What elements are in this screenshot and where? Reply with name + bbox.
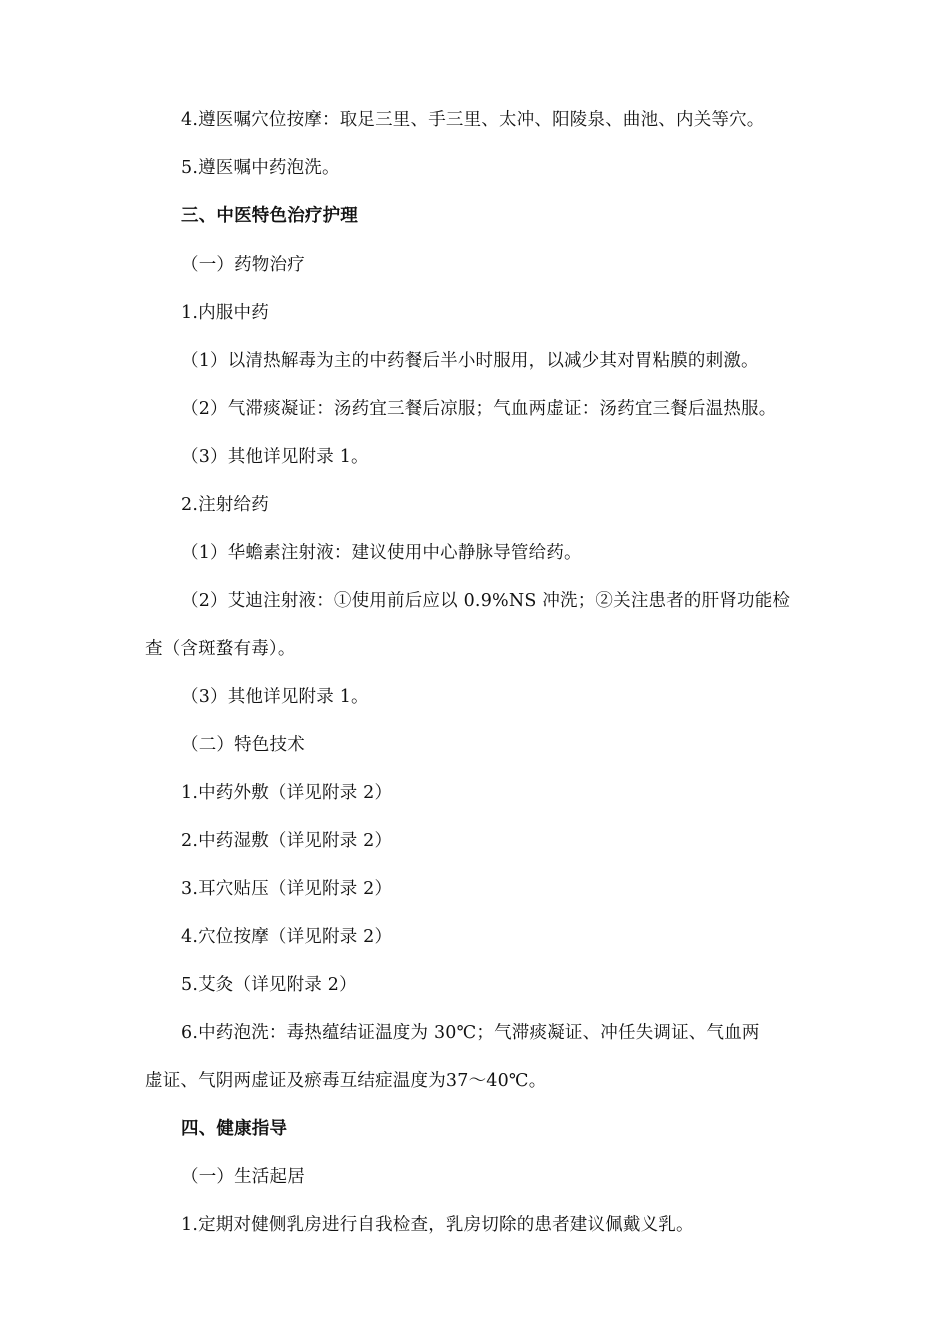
item-injection-3: （3）其他详见附录 1。 bbox=[181, 687, 369, 707]
subsection-daily-living: （一）生活起居 bbox=[181, 1167, 305, 1187]
technique-external-apply: 1.中药外敷（详见附录 2） bbox=[181, 783, 393, 803]
paragraph-herbal-soak: 5.遵医嘱中药泡洗。 bbox=[181, 158, 340, 178]
item-injection: 2.注射给药 bbox=[181, 495, 269, 515]
section-heading-health-guidance: 四、健康指导 bbox=[181, 1119, 288, 1139]
technique-herbal-soak: 6.中药泡洗：毒热蕴结证温度为 30℃；气滞痰凝证、冲任失调证、气血两 bbox=[181, 1023, 760, 1043]
item-oral-2: （2）气滞痰凝证：汤药宜三餐后凉服；气血两虚证：汤药宜三餐后温热服。 bbox=[181, 399, 777, 419]
item-self-exam: 1.定期对健侧乳房进行自我检查，乳房切除的患者建议佩戴义乳。 bbox=[181, 1215, 694, 1235]
item-oral-medicine: 1.内服中药 bbox=[181, 303, 269, 323]
item-injection-1: （1）华蟾素注射液：建议使用中心静脉导管给药。 bbox=[181, 543, 582, 563]
paragraph-massage: 4.遵医嘱穴位按摩：取足三里、手三里、太冲、阳陵泉、曲池、内关等穴。 bbox=[181, 110, 765, 130]
technique-herbal-soak-cont: 虚证、气阴两虚证及瘀毒互结症温度为37～40℃。 bbox=[145, 1071, 547, 1091]
subsection-special-techniques: （二）特色技术 bbox=[181, 735, 305, 755]
technique-wet-compress: 2.中药湿敷（详见附录 2） bbox=[181, 831, 393, 851]
subsection-drug-therapy: （一）药物治疗 bbox=[181, 255, 305, 275]
technique-acupoint-massage: 4.穴位按摩（详见附录 2） bbox=[181, 927, 393, 947]
technique-moxibustion: 5.艾灸（详见附录 2） bbox=[181, 975, 357, 995]
item-oral-1: （1）以清热解毒为主的中药餐后半小时服用，以减少其对胃粘膜的刺激。 bbox=[181, 351, 759, 371]
section-heading-tcm-treatment: 三、中医特色治疗护理 bbox=[181, 206, 358, 226]
technique-ear-acupressure: 3.耳穴贴压（详见附录 2） bbox=[181, 879, 393, 899]
item-injection-2-cont: 查（含斑蝥有毒）。 bbox=[145, 639, 296, 659]
item-injection-2: （2）艾迪注射液：①使用前后应以 0.9%NS 冲洗；②关注患者的肝肾功能检 bbox=[181, 591, 791, 611]
item-oral-3: （3）其他详见附录 1。 bbox=[181, 447, 369, 467]
